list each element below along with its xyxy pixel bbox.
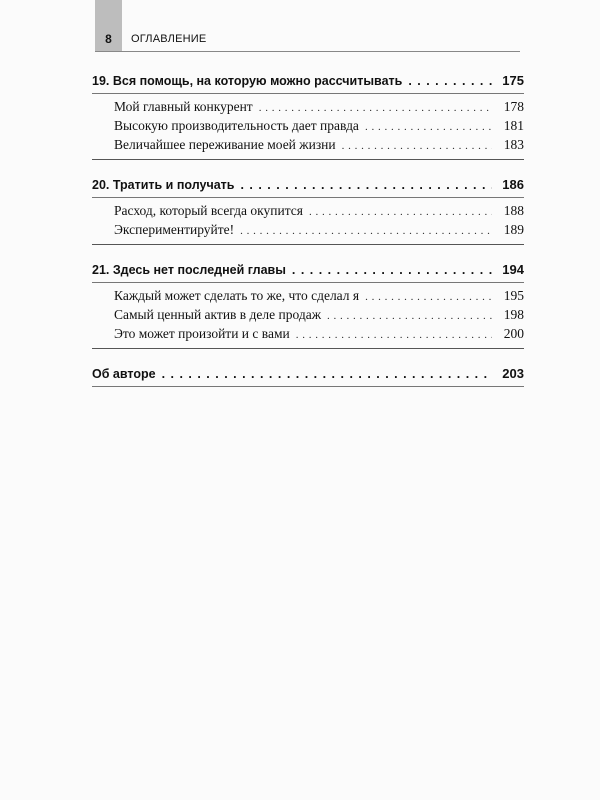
toc-chapter[interactable] <box>92 70 524 94</box>
chapter-page: 175 <box>502 73 524 88</box>
dot-leader <box>342 137 492 156</box>
entry-title: Самый ценный актив в деле продаж <box>114 307 322 322</box>
entry-page: 181 <box>503 118 524 133</box>
running-title: ОГЛАВЛЕНИЕ <box>131 33 207 45</box>
chapter-title: 19. Вся помощь, на которую можно рассчитывать <box>92 74 403 88</box>
toc-entry[interactable] <box>92 220 524 239</box>
toc-entries <box>92 286 524 348</box>
dot-leader <box>292 259 492 281</box>
toc-entry[interactable] <box>92 201 524 220</box>
header-rule <box>95 51 520 52</box>
entry-title: Расход, который всегда окупится <box>114 203 303 218</box>
toc-chapter[interactable] <box>92 259 524 283</box>
toc-entry[interactable] <box>92 116 524 135</box>
chapter-title: Об авторе <box>92 367 156 381</box>
toc-entries <box>92 97 524 159</box>
page-number-tab <box>95 0 122 52</box>
dot-leader <box>408 70 492 92</box>
toc-section-19 <box>92 70 524 160</box>
toc-section-about-author <box>92 363 524 387</box>
chapter-page: 194 <box>502 262 524 277</box>
entry-page: 198 <box>503 307 524 322</box>
dot-leader <box>365 118 492 137</box>
dot-leader <box>309 203 492 222</box>
dot-leader <box>240 174 492 196</box>
dot-leader <box>327 307 492 326</box>
entry-page: 178 <box>503 99 524 114</box>
toc-chapter[interactable] <box>92 174 524 198</box>
toc-entry[interactable] <box>92 135 524 154</box>
toc-section-21 <box>92 259 524 349</box>
table-of-contents <box>92 70 524 390</box>
dot-leader <box>240 222 492 241</box>
entry-page: 189 <box>503 222 524 237</box>
chapter-title: 20. Тратить и получать <box>92 178 235 192</box>
entry-title: Это может произойти и с вами <box>114 326 290 341</box>
entry-title: Мой главный конкурент <box>114 99 253 114</box>
entry-page: 200 <box>503 326 524 341</box>
entry-title: Экспериментируйте! <box>114 222 235 237</box>
dot-leader <box>296 326 492 345</box>
entry-page: 195 <box>503 288 524 303</box>
page-header <box>0 0 600 52</box>
toc-entries <box>92 201 524 244</box>
page-number: 8 <box>105 32 112 46</box>
toc-entry[interactable] <box>92 324 524 343</box>
entry-page: 183 <box>503 137 524 152</box>
toc-entry[interactable] <box>92 305 524 324</box>
dot-leader <box>365 288 492 307</box>
entry-title: Величайшее переживание моей жизни <box>114 137 336 152</box>
dot-leader <box>162 363 492 385</box>
chapter-page: 203 <box>502 366 524 381</box>
entry-title: Каждый может сделать то же, что сделал я <box>114 288 360 303</box>
entry-page: 188 <box>503 203 524 218</box>
toc-entry[interactable] <box>92 97 524 116</box>
chapter-page: 186 <box>502 177 524 192</box>
chapter-title: 21. Здесь нет последней главы <box>92 263 286 277</box>
toc-section-20 <box>92 174 524 245</box>
toc-entry[interactable] <box>92 286 524 305</box>
entry-title: Высокую производительность дает правда <box>114 118 359 133</box>
toc-chapter[interactable] <box>92 363 524 387</box>
